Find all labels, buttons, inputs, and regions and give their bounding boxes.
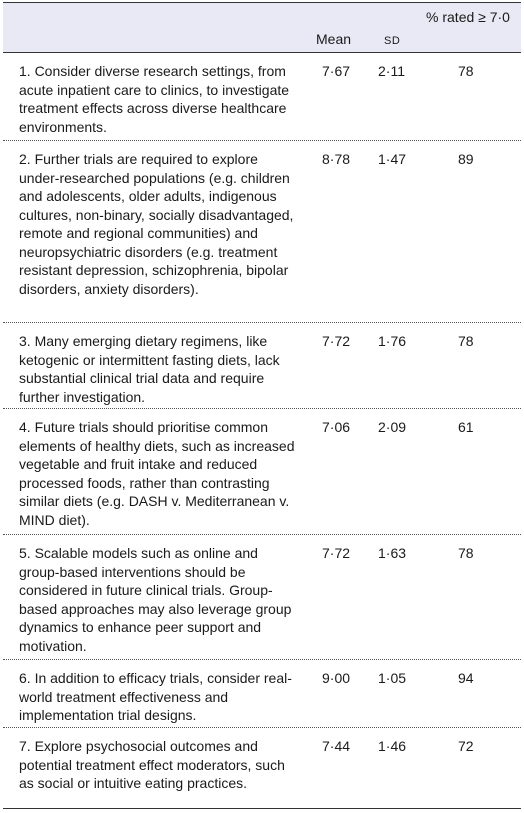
column-header-percent-rated: % rated ≥ 7·0 [426, 9, 510, 25]
row-sd: 1·63 [378, 545, 407, 561]
row-sd: 2·09 [378, 419, 407, 435]
row-statement: 7. Explore psychosocial outcomes and potential treatment effect moderators, such as social or intuitive eating practices. [19, 738, 285, 791]
row-mean: 7·72 [322, 545, 351, 561]
table-row [3, 53, 521, 141]
row-statement: 2. Further trials are required to explore under-researched populations (e.g. children and adolescents, older adults, indigenous cultures, non-binary, socially disadvantaged, remote and regional communities) and neuropsychiatric disorders (e.g. treatment resistant depression, schizophrenia, bipolar disorders, anxiety disorders). [19, 151, 294, 297]
column-header-sd: SD [384, 35, 401, 47]
row-statement: 4. Future trials should prioritise common elements of healthy diets, such as increased vegetable and fruit intake and reduced processed foods, rather than contrasting similar diets (e.g. DASH v. Mediterranean v. MIND diet). [19, 419, 295, 528]
row-mean: 8·78 [322, 151, 351, 167]
row-sd: 1·46 [378, 738, 407, 754]
table-row [3, 535, 521, 660]
row-sd: 2·11 [378, 63, 405, 79]
row-sd: 1·47 [378, 151, 407, 167]
row-sd: 1·76 [378, 333, 407, 349]
row-mean: 9·00 [322, 670, 351, 686]
column-header-mean: Mean [316, 31, 352, 47]
row-sd: 1·05 [378, 670, 407, 686]
row-percent: 72 [458, 738, 474, 754]
table-header [3, 3, 521, 53]
table-row [3, 660, 521, 728]
row-statement: 6. In addition to efficacy trials, consider real-world treatment effectiveness and implementation trial designs. [19, 670, 292, 723]
recommendations-table [3, 2, 521, 809]
row-statement: 5. Scalable models such as online and group-based interventions should be considered in future clinical trials. Group-based approaches may also leverage group dynamics to enhance peer support and motivation. [19, 545, 292, 654]
row-percent: 89 [458, 151, 474, 167]
row-percent: 94 [458, 670, 474, 686]
row-mean: 7·06 [322, 419, 351, 435]
row-percent: 78 [458, 333, 474, 349]
row-mean: 7·44 [322, 738, 351, 754]
row-percent: 78 [458, 545, 474, 561]
row-percent: 78 [458, 63, 474, 79]
row-mean: 7·67 [322, 63, 351, 79]
row-statement: 1. Consider diverse research settings, from acute inpatient care to clinics, to investigate treatment effects across diverse healthcare environments. [19, 63, 290, 135]
table-row [3, 409, 521, 535]
table-row [3, 728, 521, 808]
table-row [3, 141, 521, 323]
row-mean: 7·72 [322, 333, 351, 349]
table-row [3, 323, 521, 409]
row-percent: 61 [458, 419, 474, 435]
row-statement: 3. Many emerging dietary regimens, like ketogenic or intermittent fasting diets, lack substantial clinical trial data and require further investigation. [19, 333, 280, 405]
